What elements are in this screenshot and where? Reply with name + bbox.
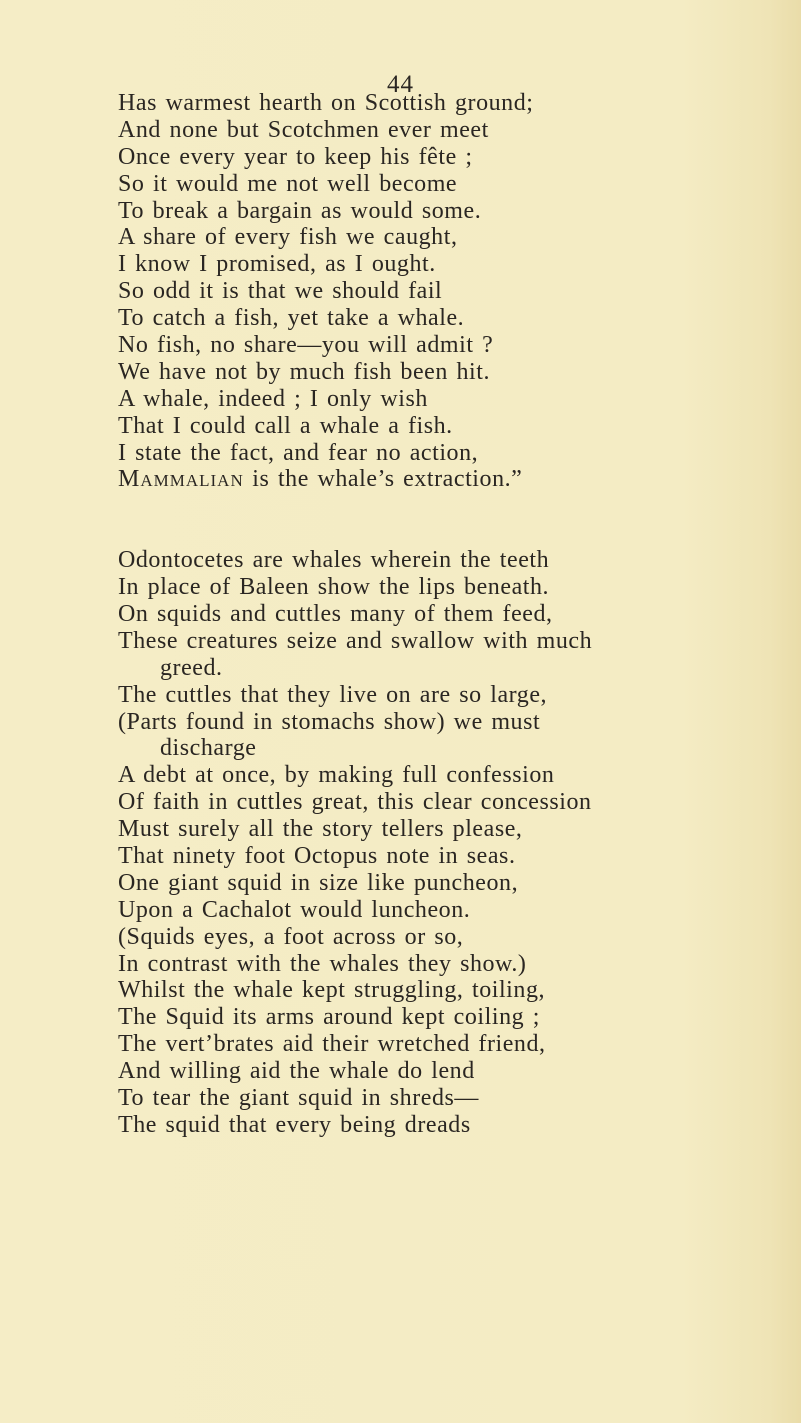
- poem-line: [118, 466, 758, 493]
- page-number: 44: [387, 71, 414, 98]
- line-remainder: is the whale’s extraction.”: [243, 466, 523, 493]
- poem-line: Upon a Cachalot would luncheon.: [118, 896, 471, 923]
- poem-line: (Squids eyes, a foot across or so,: [118, 923, 464, 950]
- poem-line: The vert’brates aid their wretched friend,: [118, 1031, 546, 1058]
- poem-line: And none but Scotchmen ever meet: [118, 116, 489, 143]
- poem-line: Of faith in cuttles great, this clear concession: [118, 789, 592, 816]
- poem-line: A debt at once, by making full confession: [118, 762, 555, 789]
- poem-line: So it would me not well become: [118, 170, 458, 197]
- poem-line-turnover: greed.: [160, 654, 223, 681]
- poem-stanza: [118, 547, 758, 1139]
- poem-line: Whilst the whale kept struggling, toiling,: [118, 977, 546, 1004]
- poem-line-turnover: discharge: [160, 735, 257, 762]
- poem-line: I state the fact, and fear no action,: [118, 439, 479, 466]
- poem-line: A share of every fish we caught,: [118, 224, 458, 251]
- poem-line: To tear the giant squid in shreds—: [118, 1084, 479, 1111]
- poem-line: The cuttles that they live on are so large,: [118, 681, 548, 708]
- poem-line: The Squid its arms around kept coiling ;: [118, 1004, 540, 1031]
- poem-line: Must surely all the story tellers please,: [118, 816, 523, 843]
- poem-line: Once every year to keep his fête ;: [118, 143, 473, 170]
- poem-line: On squids and cuttles many of them feed,: [118, 600, 553, 627]
- poem-line: In contrast with the whales they show.): [118, 950, 527, 977]
- poem-line: I know I promised, as I ought.: [118, 251, 436, 278]
- poem-line: No fish, no share—you will admit ?: [118, 332, 494, 359]
- poem-line: We have not by much fish been hit.: [118, 358, 491, 385]
- poem-line: Odontocetes are whales wherein the teeth: [118, 547, 550, 574]
- poem-line: To catch a fish, yet take a whale.: [118, 305, 465, 332]
- poem-stanza: [118, 90, 758, 493]
- poem-line: One giant squid in size like puncheon,: [118, 869, 519, 896]
- poem-line: The squid that every being dreads: [118, 1111, 471, 1138]
- poem-line: In place of Baleen show the lips beneath.: [118, 574, 550, 601]
- poem-line: And willing aid the whale do lend: [118, 1058, 475, 1085]
- poem-line: That ninety foot Octopus note in seas.: [118, 842, 516, 869]
- poem-line: Has warmest hearth on Scottish ground;: [118, 90, 534, 116]
- poem-text: [118, 90, 758, 1139]
- poem-line: So odd it is that we should fail: [118, 278, 443, 305]
- poem-line: These creatures seize and swallow with much: [118, 627, 593, 654]
- poem-line: To break a bargain as would some.: [118, 197, 482, 224]
- poem-line: A whale, indeed ; I only wish: [118, 385, 428, 412]
- smallcaps-word: Mammalian: [118, 466, 244, 493]
- poem-line: (Parts found in stomachs show) we must: [118, 708, 541, 735]
- poem-line: That I could call a whale a fish.: [118, 412, 453, 439]
